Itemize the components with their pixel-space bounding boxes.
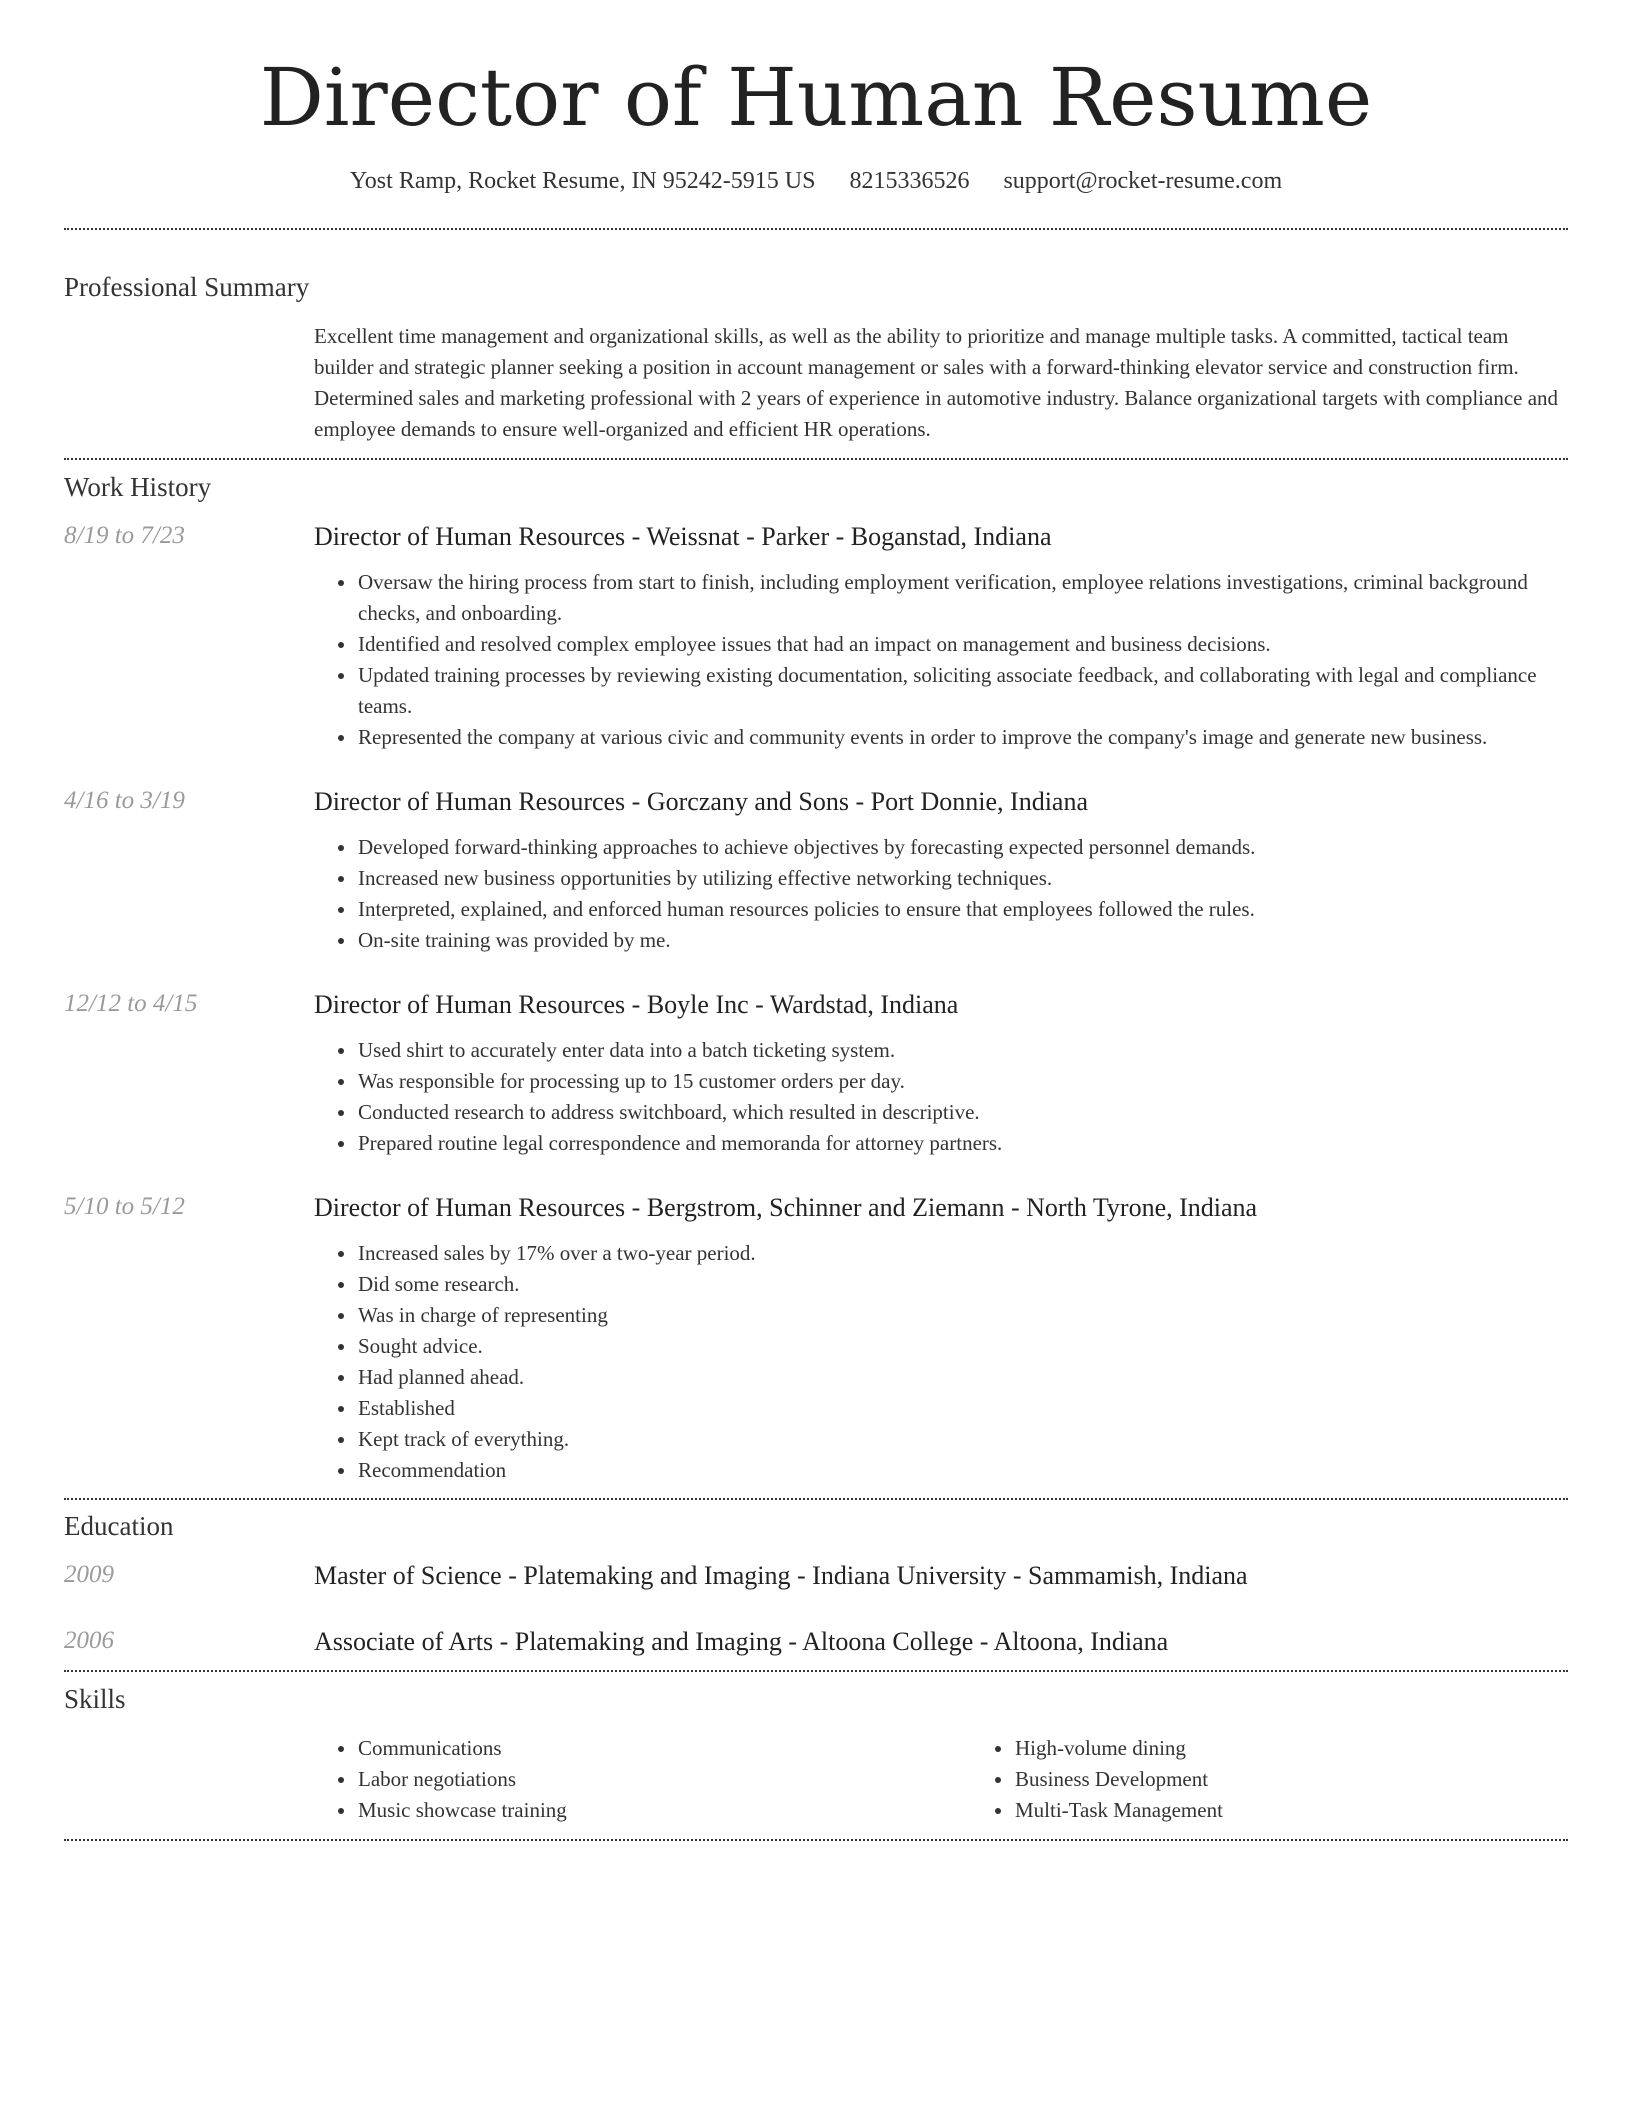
contact-address: Yost Ramp, Rocket Resume, IN 95242-5915 US <box>349 168 816 194</box>
job-entry <box>64 522 1568 753</box>
job-list <box>64 522 1568 1486</box>
skills-section <box>64 1684 1568 1826</box>
job-bullet: • Established <box>357 1393 1568 1424</box>
resume-title: Director of Human Resume <box>259 51 1373 144</box>
skill-item: • Labor negotiations <box>357 1764 971 1795</box>
divider <box>64 1670 1568 1672</box>
job-bullet: • Sought advice. <box>357 1331 1568 1362</box>
education-entry <box>64 1561 1568 1591</box>
job-dates: 8/19 to 7/23 <box>64 522 185 549</box>
job-bullets <box>314 1035 1568 1159</box>
job-bullet: • Updated training processes by reviewing existing documentation, soliciting associate feedback, and collaborating with legal and compliance teams. <box>357 660 1568 722</box>
job-bullet: • Kept track of everything. <box>357 1424 1568 1455</box>
summary-section <box>64 272 1568 445</box>
job-bullet: • Oversaw the hiring process from start to finish, including employment verification, employee relations investigations, criminal background checks, and onboarding. <box>357 567 1568 629</box>
job-title: Director of Human Resources - Weissnat - Parker - Boganstad, Indiana <box>314 522 1052 551</box>
spacer <box>64 1733 314 1826</box>
job-dates: 12/12 to 4/15 <box>64 990 198 1017</box>
education-entry <box>64 1627 1568 1657</box>
job-dates: 4/16 to 3/19 <box>64 787 185 814</box>
education-year: 2006 <box>64 1627 114 1654</box>
job-details <box>314 522 1568 753</box>
divider <box>64 458 1568 460</box>
job-bullets <box>314 1238 1568 1486</box>
education-text: Associate of Arts - Platemaking and Imaging - Altoona College - Altoona, Indiana <box>314 1627 1169 1656</box>
section-heading-skills: Skills <box>64 1684 126 1714</box>
job-bullet: • Increased new business opportunities by utilizing effective networking techniques. <box>357 863 1568 894</box>
job-details <box>314 787 1568 956</box>
job-bullet: • Identified and resolved complex employee issues that had an impact on management and business decisions. <box>357 629 1568 660</box>
job-title: Director of Human Resources - Boyle Inc - Wardstad, Indiana <box>314 990 959 1019</box>
job-bullet: • Had planned ahead. <box>357 1362 1568 1393</box>
job-title: Director of Human Resources - Gorczany and Sons - Port Donnie, Indiana <box>314 787 1089 816</box>
job-entry <box>64 990 1568 1159</box>
divider <box>64 228 1568 230</box>
section-heading-summary: Professional Summary <box>64 272 310 302</box>
skill-item: • Multi-Task Management <box>1014 1795 1628 1826</box>
job-bullet: • Increased sales by 17% over a two-year period. <box>357 1238 1568 1269</box>
resume-page <box>64 0 1568 1841</box>
job-bullet: • Did some research. <box>357 1269 1568 1300</box>
contact-phone: 8215336526 <box>849 168 970 194</box>
education-year: 2009 <box>64 1561 114 1588</box>
skill-item: • Music showcase training <box>357 1795 971 1826</box>
job-entry <box>64 787 1568 956</box>
divider <box>64 1498 1568 1500</box>
job-dates: 5/10 to 5/12 <box>64 1193 185 1220</box>
divider <box>64 1839 1568 1841</box>
job-bullet: • Used shirt to accurately enter data into a batch ticketing system. <box>357 1035 1568 1066</box>
contact-email: support@rocket-resume.com <box>1003 168 1283 194</box>
job-bullets <box>314 567 1568 753</box>
work-section <box>64 472 1568 1486</box>
job-bullet: • Was responsible for processing up to 15 customer orders per day. <box>357 1066 1568 1097</box>
job-bullet: • On-site training was provided by me. <box>357 925 1568 956</box>
contact-line <box>64 168 1568 195</box>
job-details <box>314 990 1568 1159</box>
skill-item: • Communications <box>357 1733 971 1764</box>
job-bullets <box>314 832 1568 956</box>
job-bullet: • Recommendation <box>357 1455 1568 1486</box>
job-bullet: • Conducted research to address switchboard, which resulted in descriptive. <box>357 1097 1568 1128</box>
job-bullet: • Prepared routine legal correspondence and memoranda for attorney partners. <box>357 1128 1568 1159</box>
job-bullet: • Was in charge of representing <box>357 1300 1568 1331</box>
section-heading-education: Education <box>64 1511 174 1541</box>
job-entry <box>64 1193 1568 1486</box>
job-bullet: • Interpreted, explained, and enforced human resources policies to ensure that employees followed the rules. <box>357 894 1568 925</box>
education-text: Master of Science - Platemaking and Imaging - Indiana University - Sammamish, Indiana <box>314 1561 1248 1590</box>
spacer <box>64 321 314 445</box>
skill-item: • High-volume dining <box>1014 1733 1628 1764</box>
skill-item: • Business Development <box>1014 1764 1628 1795</box>
job-details <box>314 1193 1568 1486</box>
job-title: Director of Human Resources - Bergstrom, Schinner and Ziemann - North Tyrone, Indiana <box>314 1193 1258 1222</box>
job-bullet: • Represented the company at various civic and community events in order to improve the company's image and generate new business. <box>357 722 1568 753</box>
skills-column-2 <box>971 1733 1628 1826</box>
skills-column-1 <box>314 1733 971 1826</box>
section-heading-work: Work History <box>64 472 212 502</box>
education-section <box>64 1511 1568 1657</box>
summary-text: Excellent time management and organizational skills, as well as the ability to prioritize and manage multiple tasks. A committed, tactical team builder and strategic planner seeking a position in account management or sales with a forward-thinking elevator service and construction firm. Determined sales and marketing professional with 2 years of experience in automotive industry. Balance organizational targets with compliance and employee demands to ensure well-organized and efficient HR operations. <box>314 324 1559 441</box>
job-bullet: • Developed forward-thinking approaches to achieve objectives by forecasting expected personnel demands. <box>357 832 1568 863</box>
skills-grid <box>314 1733 1628 1826</box>
